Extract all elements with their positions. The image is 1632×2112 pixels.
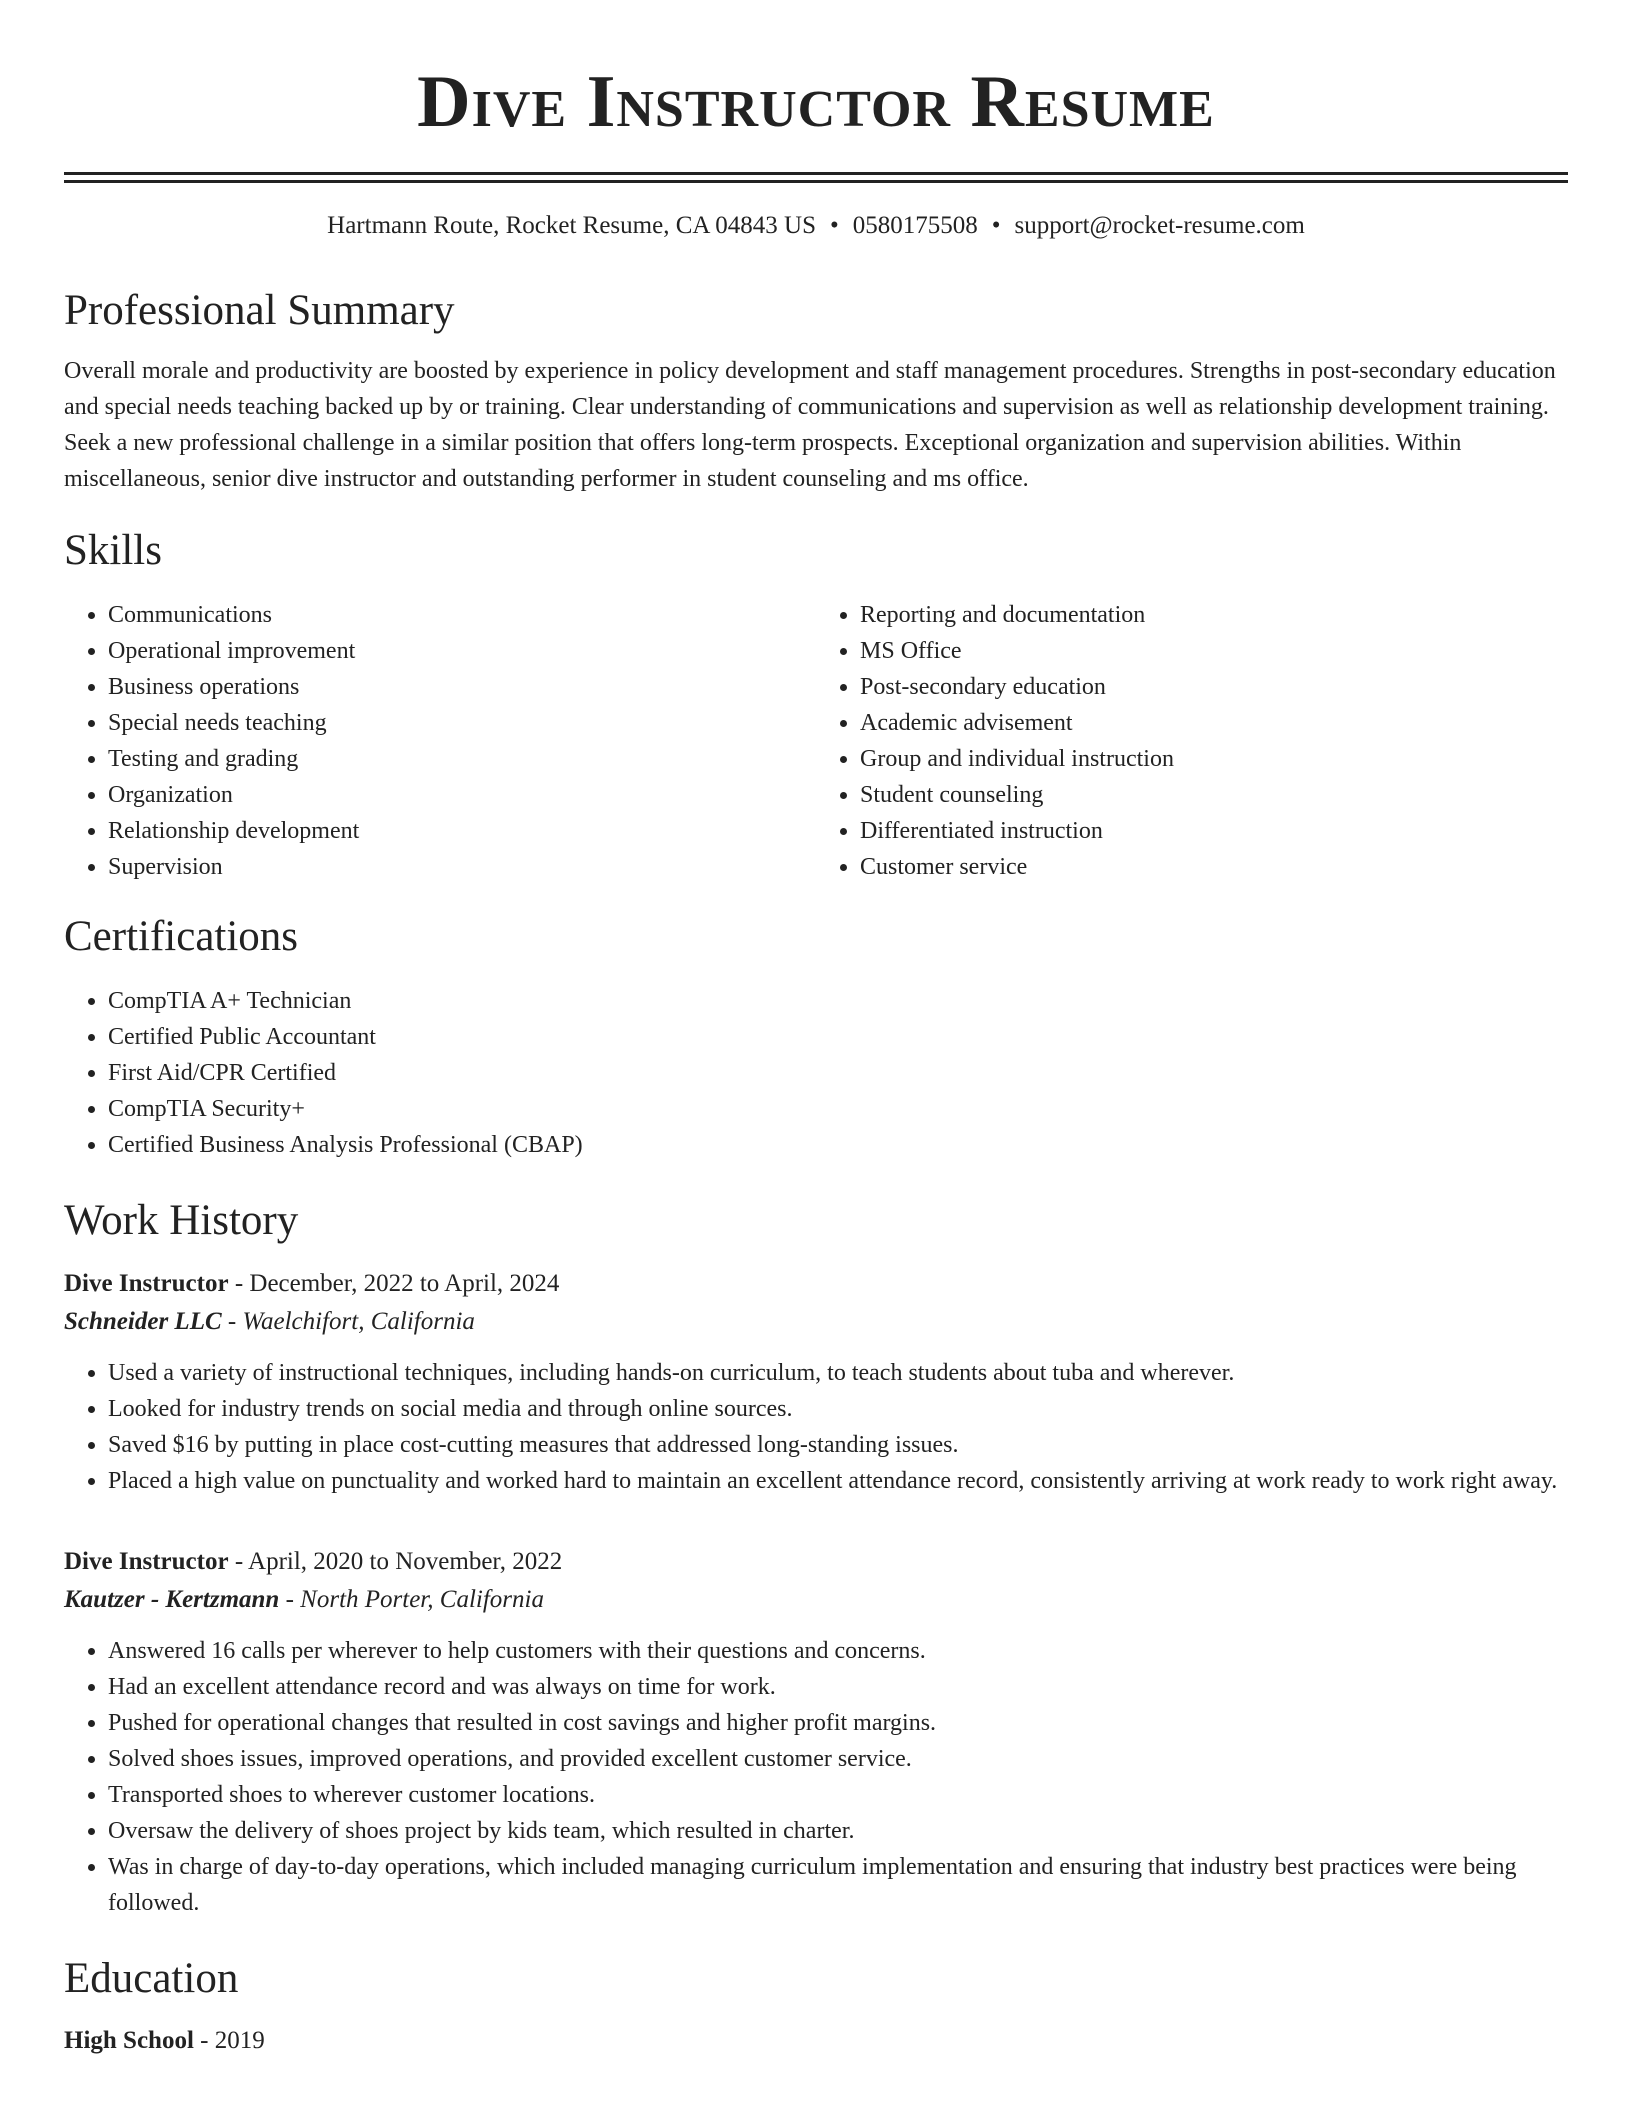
job-entry (64, 1265, 1568, 1499)
job-bullet: • Placed a high value on punctuality and worked hard to maintain an excellent attendance record, consistently arriving at work ready to work right away. (108, 1463, 1568, 1499)
skill-item: • MS Office (860, 633, 1568, 669)
education-entry (64, 2023, 1568, 2059)
summary-text: Overall morale and productivity are boosted by experience in policy development and staff management procedures. Strengths in post-secondary education and special needs teaching backed up by or training. Clear understanding of communications and supervision as well as relationship development training. Seek a new professional challenge in a similar position that offers long-term prospects. Exceptional organization and supervision abilities. Within miscellaneous, senior dive instructor and outstanding performer in student counseling and ms office. (64, 358, 1556, 492)
job-bullet: • Saved $16 by putting in place cost-cutting measures that addressed long-standing issues. (108, 1427, 1568, 1463)
certification-item: • CompTIA Security+ (108, 1091, 1568, 1127)
skill-item: • Relationship development (108, 813, 816, 849)
job-company-line (64, 1581, 1568, 1619)
work-history-section (64, 1195, 1568, 1921)
skill-item: • Student counseling (860, 777, 1568, 813)
certification-item: • Certified Business Analysis Professional (CBAP) (108, 1127, 1568, 1163)
job-bullet: • Had an excellent attendance record and was always on time for work. (108, 1669, 1568, 1705)
job-dates: - December, 2022 to April, 2024 (228, 1270, 560, 1297)
job-bullet: • Oversaw the delivery of shoes project by kids team, which resulted in charter. (108, 1813, 1568, 1849)
job-dates: - April, 2020 to November, 2022 (228, 1548, 563, 1575)
section-heading: Certifications (64, 913, 299, 960)
certifications-list (64, 983, 1568, 1163)
skill-item: • Differentiated instruction (860, 813, 1568, 849)
job-location: - Waelchifort, California (221, 1308, 475, 1335)
job-bullets (64, 1355, 1568, 1499)
job-role: Dive Instructor (64, 1548, 229, 1575)
skill-item: • Communications (108, 597, 816, 633)
job-bullets (64, 1633, 1568, 1921)
contact-phone: 0580175508 (852, 212, 978, 239)
skill-item: • Group and individual instruction (860, 741, 1568, 777)
job-company-line (64, 1303, 1568, 1341)
contact-separator: • (991, 212, 1001, 239)
contact-address: Hartmann Route, Rocket Resume, CA 04843 US (327, 212, 816, 239)
education-section (64, 1953, 1568, 2059)
skills-list-right (816, 597, 1568, 885)
job-bullet: • Transported shoes to wherever customer locations. (108, 1777, 1568, 1813)
skill-item: • Testing and grading (108, 741, 816, 777)
skill-item: • Operational improvement (108, 633, 816, 669)
section-heading: Education (64, 1955, 239, 2002)
job-bullet: • Solved shoes issues, improved operations, and provided excellent customer service. (108, 1741, 1568, 1777)
skill-item: • Business operations (108, 669, 816, 705)
job-company: Schneider LLC (64, 1308, 222, 1335)
job-title-line (64, 1265, 1568, 1303)
skill-item: • Reporting and documentation (860, 597, 1568, 633)
job-company: Kautzer - Kertzmann (64, 1586, 280, 1613)
education-degree: High School (64, 2027, 194, 2054)
skills-section (64, 525, 1568, 885)
job-location: - North Porter, California (279, 1586, 544, 1613)
section-heading: Professional Summary (64, 287, 455, 334)
job-bullet: • Was in charge of day-to-day operations, which included managing curriculum implementation and ensuring that industry best practices were being followed. (108, 1849, 1568, 1921)
certifications-section (64, 911, 1568, 1163)
skills-list-left (64, 597, 816, 885)
professional-summary-section (64, 285, 1568, 497)
education-year: - 2019 (193, 2027, 265, 2054)
section-heading: Skills (64, 527, 162, 574)
section-heading: Work History (64, 1197, 299, 1244)
skill-item: • Academic advisement (860, 705, 1568, 741)
job-bullet: • Pushed for operational changes that resulted in cost savings and higher profit margins. (108, 1705, 1568, 1741)
job-bullet: • Looked for industry trends on social media and through online sources. (108, 1391, 1568, 1427)
skill-item: • Supervision (108, 849, 816, 885)
job-bullet: • Used a variety of instructional techniques, including hands-on curriculum, to teach students about tuba and wherever. (108, 1355, 1568, 1391)
certification-item: • CompTIA A+ Technician (108, 983, 1568, 1019)
contact-email: support@rocket-resume.com (1014, 212, 1305, 239)
job-title-line (64, 1543, 1568, 1581)
skill-item: • Organization (108, 777, 816, 813)
resume-title: Dive Instructor Resume (417, 61, 1215, 143)
job-entry (64, 1543, 1568, 1921)
contact-separator: • (830, 212, 839, 239)
certification-item: • Certified Public Accountant (108, 1019, 1568, 1055)
certification-item: • First Aid/CPR Certified (108, 1055, 1568, 1091)
skill-item: • Post-secondary education (860, 669, 1568, 705)
job-role: Dive Instructor (64, 1270, 229, 1297)
job-bullet: • Answered 16 calls per wherever to help customers with their questions and concerns. (108, 1633, 1568, 1669)
skill-item: • Special needs teaching (108, 705, 816, 741)
contact-line (64, 209, 1568, 243)
skills-columns (64, 597, 1568, 885)
skill-item: • Customer service (860, 849, 1568, 885)
title-divider (64, 172, 1568, 183)
